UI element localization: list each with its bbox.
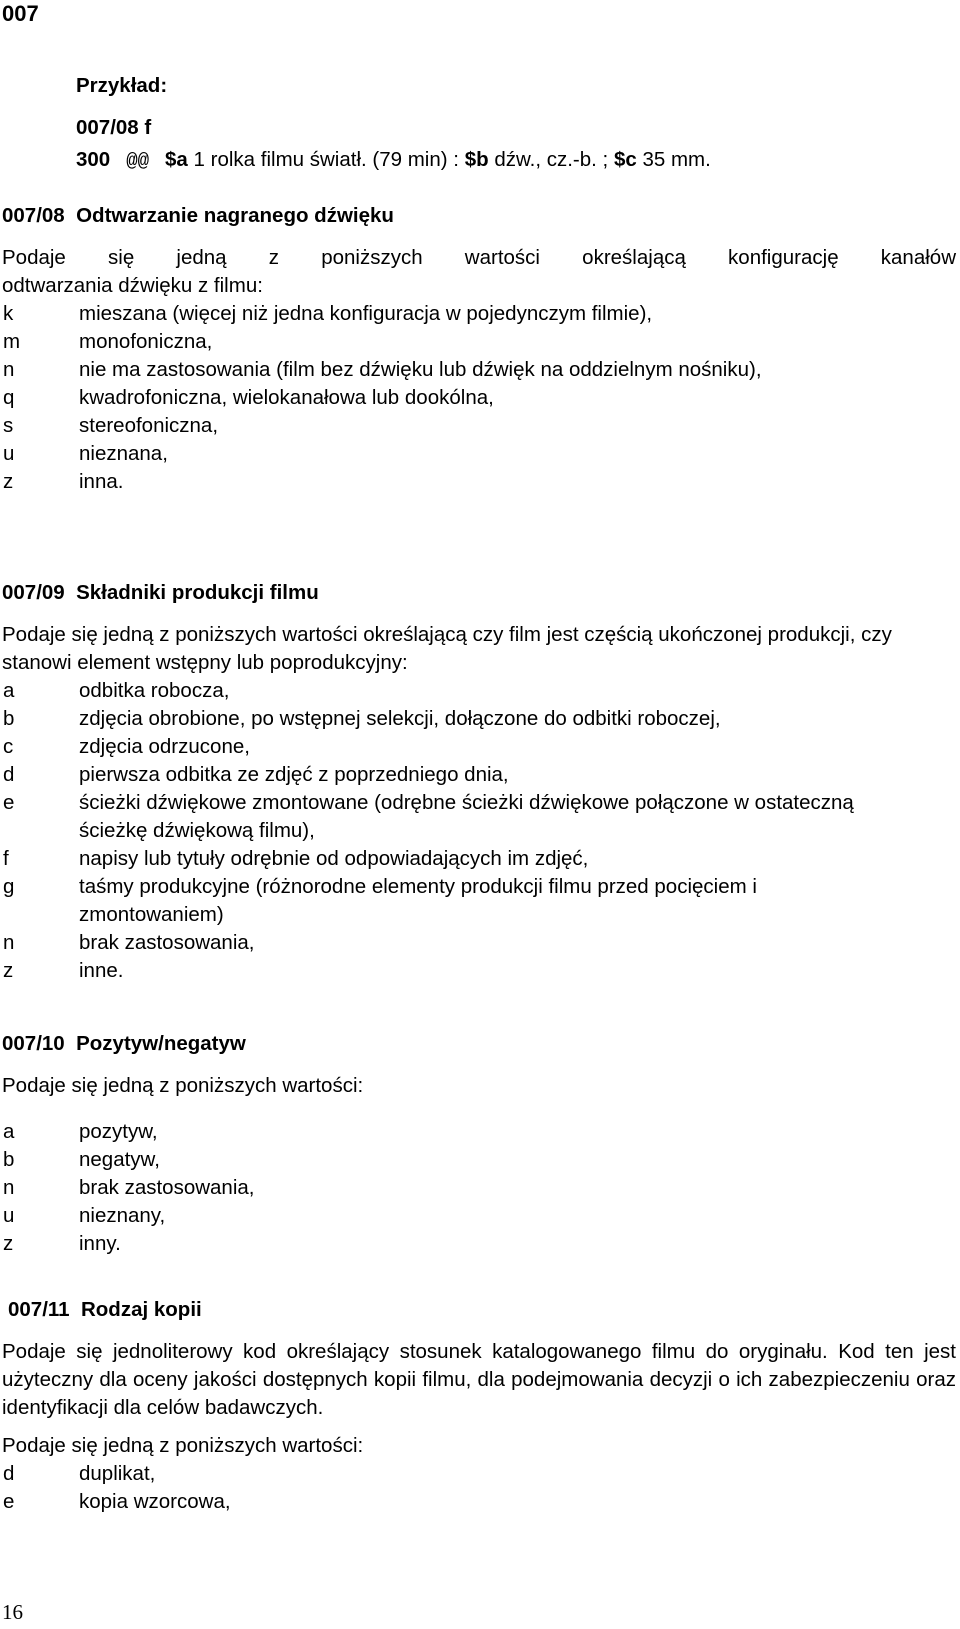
example-line-1 [76, 114, 711, 142]
item-code: e [3, 791, 15, 814]
item-text: negatyw, [79, 1148, 160, 1171]
section-heading: Pozytyw/negatyw [76, 1032, 246, 1055]
item-text: monofoniczna, [79, 330, 213, 353]
example-subfield-b-text: dźw., cz.-b. ; [494, 148, 609, 171]
item-text: kwadrofoniczna, wielokanałowa lub dookólna, [79, 386, 494, 409]
section-007-10 [2, 1030, 956, 1258]
item-code: z [3, 470, 14, 493]
example-subfield-a: $a [165, 148, 188, 171]
item-code: z [3, 959, 14, 982]
list-item [2, 356, 956, 384]
item-code: c [3, 735, 14, 758]
item-code: g [3, 875, 15, 898]
item-code: n [3, 931, 15, 954]
list-item [2, 328, 956, 356]
list-item [2, 300, 956, 328]
section-007-11 [2, 1296, 956, 1516]
item-text: mieszana (więcej niż jedna konfiguracja w pojedynczym filmie), [79, 302, 653, 325]
section-title [2, 202, 956, 230]
item-text: duplikat, [79, 1462, 156, 1485]
list-item [2, 468, 956, 496]
item-code: d [3, 1462, 15, 1485]
item-text: kopia wzorcowa, [79, 1490, 231, 1513]
item-text: taśmy produkcyjne (różnorodne elementy produkcji filmu przed pocięciem i zmontowaniem) [79, 875, 757, 926]
item-text: inne. [79, 959, 124, 982]
example-title: Przykład: [76, 74, 168, 97]
list-item [2, 957, 956, 985]
item-code: m [3, 330, 21, 353]
list-item [2, 412, 956, 440]
section-title [2, 579, 956, 607]
value-list [2, 677, 956, 985]
section-code: 007/10 [2, 1032, 65, 1055]
section-intro: Podaje się jednoliterowy kod określający stosunek katalogowanego filmu do oryginału. Kod ten jest użyteczny dla oceny jakości dostępnych kopii filmu, dla podejmowania decyzji o ich zabezpieczeniu oraz identyfikacji dla celów badawczych. [2, 1340, 956, 1419]
example-subfield-b: $b [464, 148, 489, 171]
item-text: napisy lub tytuły odrębnie od odpowiadających im zdjęć, [79, 847, 589, 870]
item-text: nieznany, [79, 1204, 166, 1227]
example-subfield-a-text: 1 rolka filmu światł. (79 min) : [193, 148, 459, 171]
item-text: brak zastosowania, [79, 931, 255, 954]
item-code: u [3, 442, 15, 465]
list-item [2, 384, 956, 412]
value-list [2, 1118, 956, 1258]
list-item [2, 1174, 956, 1202]
section-intro: Podaje się jedną z poniższych wartości: [2, 1074, 364, 1097]
example-tag: 300 [76, 148, 111, 171]
section-values-intro: Podaje się jedną z poniższych wartości: [2, 1434, 364, 1457]
section-007-09 [2, 579, 956, 985]
value-list [2, 1460, 956, 1516]
item-code: b [3, 707, 15, 730]
item-text: ścieżki dźwiękowe zmontowane (odrębne ścieżki dźwiękowe połączone w ostateczną ścieżkę dźwiękową filmu), [79, 791, 854, 842]
item-code: d [3, 763, 15, 786]
list-item [2, 929, 956, 957]
value-list [2, 300, 956, 496]
section-intro-line-1: Podaje się jedną z poniższych wartości określającą konfigurację kanałów [2, 246, 956, 269]
list-item [2, 1146, 956, 1174]
list-item [2, 1202, 956, 1230]
item-text: brak zastosowania, [79, 1176, 255, 1199]
item-text: nieznana, [79, 442, 168, 465]
section-code: 007/11 [8, 1298, 70, 1321]
list-item [2, 845, 956, 873]
list-item [2, 733, 956, 761]
item-code: q [3, 386, 15, 409]
section-title [2, 1030, 956, 1058]
list-item [2, 1460, 956, 1488]
list-item [2, 1230, 956, 1258]
list-item [2, 761, 956, 789]
section-heading: Odtwarzanie nagranego dźwięku [76, 204, 394, 227]
section-heading: Składniki produkcji filmu [76, 581, 319, 604]
item-code: s [3, 414, 14, 437]
list-item [2, 677, 956, 705]
item-code: f [3, 847, 9, 870]
page-number: 16 [2, 1600, 23, 1624]
section-title [2, 1296, 956, 1324]
section-intro-line-2: odtwarzania dźwięku z filmu: [2, 274, 263, 297]
item-code: a [3, 1120, 15, 1143]
item-code: e [3, 1490, 15, 1513]
example-subfield-c: $c [613, 148, 637, 171]
item-code: n [3, 1176, 15, 1199]
section-code: 007/08 [2, 204, 65, 227]
list-item [2, 789, 956, 845]
item-text: inny. [79, 1232, 121, 1255]
example-block [76, 72, 711, 175]
example-indicators: @@ [126, 150, 150, 172]
list-item [2, 1488, 956, 1516]
item-code: u [3, 1204, 15, 1227]
item-text: zdjęcia obrobione, po wstępnej selekcji, dołączone do odbitki roboczej, [79, 707, 721, 730]
item-code: n [3, 358, 15, 381]
list-item [2, 705, 956, 733]
example-subfield-c-text: 35 mm. [642, 148, 711, 171]
list-item [2, 440, 956, 468]
item-text: nie ma zastosowania (film bez dźwięku lub dźwięk na oddzielnym nośniku), [79, 358, 762, 381]
list-item [2, 1118, 956, 1146]
item-code: z [3, 1232, 14, 1255]
example-line-2 [76, 146, 711, 175]
item-code: b [3, 1148, 15, 1171]
example-field-code: 007/08 f [76, 116, 152, 139]
section-007-08 [2, 202, 956, 496]
list-item [2, 873, 956, 929]
section-intro: Podaje się jedną z poniższych wartości określającą czy film jest częścią ukończonej produkcji, czy stanowi element wstępny lub poprodukcyjny: [2, 623, 892, 674]
item-text: stereofoniczna, [79, 414, 219, 437]
item-text: odbitka robocza, [79, 679, 230, 702]
section-heading: Rodzaj kopii [80, 1298, 202, 1321]
item-text: zdjęcia odrzucone, [79, 735, 250, 758]
item-text: pozytyw, [79, 1120, 158, 1143]
item-text: inna. [79, 470, 124, 493]
section-code: 007/09 [2, 581, 65, 604]
header-code: 007 [2, 1, 39, 26]
item-code: k [3, 302, 14, 325]
item-code: a [3, 679, 15, 702]
item-text: pierwsza odbitka ze zdjęć z poprzedniego dnia, [79, 763, 509, 786]
